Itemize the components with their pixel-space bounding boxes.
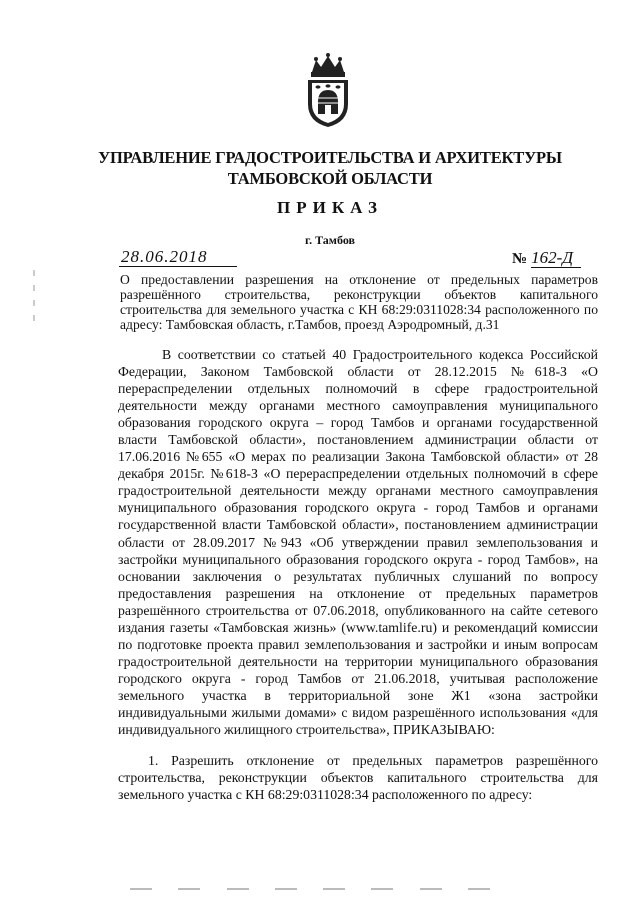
- org-line-1: УПРАВЛЕНИЕ ГРАДОСТРОИТЕЛЬСТВА И АРХИТЕКТУРЫ: [98, 148, 562, 167]
- order-number-value: 162-Д: [531, 249, 581, 268]
- organization-name: [60, 147, 600, 189]
- number-sign: №: [512, 251, 528, 267]
- order-number: [512, 249, 581, 268]
- scan-bottom-marks: [130, 886, 490, 892]
- order-date: 28.06.2018: [119, 247, 237, 267]
- order-subject: О предоставлении разрешения на отклонение от предельных параметров разрешённого строительства, реконструкции объектов капитального строительства для земельного участка с КН 68:29:0311028:34 расположенного по адресу: Тамбовская область, г.Тамбов, проезд Аэродромный, д.31: [120, 272, 598, 332]
- order-body: [118, 346, 598, 803]
- document-type: ПРИКАЗ: [277, 198, 383, 217]
- org-line-2: ТАМБОВСКОЙ ОБЛАСТИ: [227, 169, 433, 188]
- city-label: г. Тамбов: [305, 233, 355, 247]
- preamble-paragraph: В соответствии со статьей 40 Градостроительного кодекса Российской Федерации, Законом Тамбовской области от 28.12.2015 №618-З «О перераспределении отдельных полномочий в сфере градостроительной деятельности между органами местного самоуправления муниципального образования городского округа – город Тамбов и органами государственной власти Тамбовской области», постановлением администрации области от 17.06.2016 №655 «О мерах по реализации Закона Тамбовской области» от 28 декабря 2015г. №618-З «О перераспределении отдельных полномочий в сфере градостроительной деятельности между органами местного самоуправления муниципального образования городского округа - город Тамбов и органами государственной власти Тамбовской области», постановлением администрации области от 28.09.2017 №943 «Об утверждении правил землепользования и застройки муниципального образования городского округа - город Тамбов», на основании заключения о результатах публичных слушаний по вопросу предоставления разрешения на отклонение от предельных параметров разрешённого строительства от 07.06.2018, опубликованного на сайте сетевого издания газеты «Тамбовская жизнь» (www.tamlife.ru) и рекомендаций комиссии по подготовке проекта правил землепользования и застройки и иным вопросам градостроительной деятельности на территории муниципального образования городского округа - город Тамбов от 21.06.2018, учитывая расположение земельного участка в территориальной зоне Ж1 «зона застройки индивидуальными жилыми домами» с видом разрешённого использования «для индивидуального жилищного строительства», ПРИКАЗЫВАЮ:: [118, 347, 598, 738]
- coat-of-arms-emblem: [302, 52, 354, 128]
- tambov-coat-of-arms-icon: [302, 52, 354, 128]
- order-item-1: 1. Разрешить отклонение от предельных параметров разрешённого строительства, реконструкции объектов капитального строительства для земельного участка с КН 68:29:0311028:34 расположенного по адресу:: [118, 753, 598, 803]
- scan-edge-marks: [33, 270, 36, 330]
